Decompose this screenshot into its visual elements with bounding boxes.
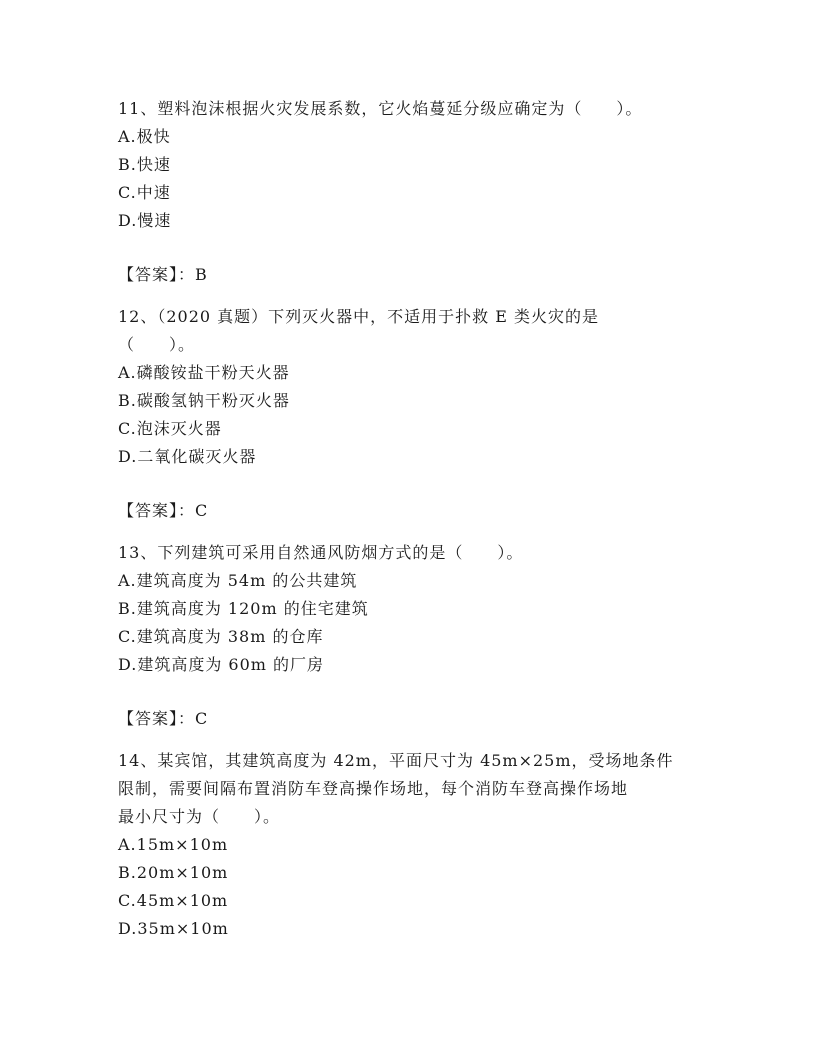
question-14-option-b: B.20m×10m [118,863,229,882]
question-12-option-a: A.磷酸铵盐干粉天火器 [118,363,290,382]
question-11-option-b: B.快速 [118,155,171,174]
question-11-option-c: C.中速 [118,183,171,202]
question-13-option-d: D.建筑高度为 60m 的厂房 [118,655,325,674]
question-14-stem-line-1: 14、某宾馆，其建筑高度为 42m，平面尺寸为 45m×25m，受场地条件 [118,751,674,770]
question-12-answer: 【答案】：C [118,501,209,520]
question-12-stem-line-1: 12、（2020 真题）下列灭火器中，不适用于扑救 E 类火灾的是 [118,307,600,326]
question-11-answer: 【答案】：B [118,265,208,284]
question-14-option-c: C.45m×10m [118,891,229,910]
question-14-stem-line-3: 最小尺寸为（ ）。 [118,807,281,826]
question-12-option-c: C.泡沫灭火器 [118,419,222,438]
question-14-option-a: A.15m×10m [118,835,229,854]
question-13-answer: 【答案】：C [118,709,209,728]
question-13-option-b: B.建筑高度为 120m 的住宅建筑 [118,599,369,618]
question-14-stem-line-2: 限制，需要间隔布置消防车登高操作场地，每个消防车登高操作场地 [118,779,629,798]
question-12-option-b: B.碳酸氢钠干粉灭火器 [118,391,290,410]
question-14-option-d: D.35m×10m [118,919,229,938]
question-11-option-a: A.极快 [118,127,171,146]
question-12-option-d: D.二氧化碳灭火器 [118,447,257,466]
question-11-stem: 11、塑料泡沫根据火灾发展系数，它火焰蔓延分级应确定为（ ）。 [118,99,643,118]
question-11-option-d: D.慢速 [118,211,172,230]
question-13-option-a: A.建筑高度为 54m 的公共建筑 [118,571,358,590]
question-13-option-c: C.建筑高度为 38m 的仓库 [118,627,324,646]
question-13-stem: 13、下列建筑可采用自然通风防烟方式的是（ ）。 [118,543,524,562]
question-12-stem-line-2: （ ）。 [118,335,196,354]
